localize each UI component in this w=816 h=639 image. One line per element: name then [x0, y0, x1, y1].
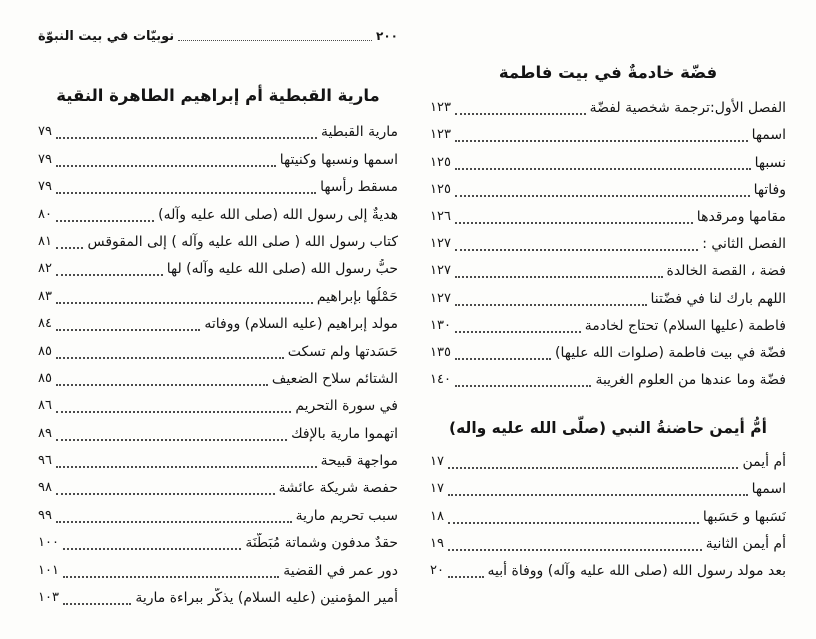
toc-entry-row	[38, 390, 398, 417]
toc-entry-page-number: ١٢٧	[430, 263, 451, 279]
toc-entry-row	[430, 337, 786, 364]
toc-entry-row	[38, 554, 398, 581]
toc-entry-page-number: ٨٥	[38, 370, 52, 386]
dotted-leader	[56, 164, 276, 167]
dotted-leader	[455, 357, 551, 360]
toc-entry-row	[430, 92, 786, 119]
toc-entry-row	[38, 499, 398, 526]
toc-entry-title: اسمها ونسبها وكنيتها	[279, 151, 398, 168]
dotted-leader	[56, 191, 316, 194]
dotted-leader	[63, 602, 131, 605]
dotted-leader	[455, 194, 750, 197]
dotted-leader	[455, 139, 748, 142]
toc-entry-page-number: ١٧	[430, 481, 444, 497]
right-toc-sections	[430, 62, 786, 582]
toc-entry-title: أم أيمن الثانية	[705, 535, 786, 552]
toc-entry-page-number: ١٠١	[38, 562, 59, 578]
dotted-leader	[448, 521, 699, 524]
dotted-leader	[455, 330, 581, 333]
dotted-leader	[455, 303, 647, 306]
toc-entry-page-number: ١٢٥	[430, 181, 451, 197]
dotted-leader	[56, 136, 317, 139]
toc-entry-page-number: ١٨	[430, 508, 444, 524]
toc-entry-row	[38, 363, 398, 390]
toc-entry-page-number: ٩٨	[38, 480, 52, 496]
dotted-leader	[448, 548, 702, 551]
toc-list	[430, 92, 786, 391]
toc-entry-row	[38, 143, 398, 170]
toc-entry-row	[38, 198, 398, 225]
toc-entry-title: وفاتها	[753, 181, 786, 198]
toc-entry-row	[430, 310, 786, 337]
dotted-leader	[56, 438, 287, 441]
toc-list	[430, 446, 786, 582]
right-section-heading: أمُّ أيمن حاضنةُ النبي (صلّى الله عليه واله)	[449, 419, 767, 438]
toc-entry-row	[430, 528, 786, 555]
toc-entry-row	[430, 473, 786, 500]
toc-entry-title: اتهموا مارية بالإفك	[291, 425, 398, 442]
toc-entry-title: اسمها	[751, 481, 786, 498]
toc-entry-page-number: ١٩	[430, 535, 444, 551]
toc-entry-row	[38, 171, 398, 198]
toc-entry-row	[430, 364, 786, 391]
dotted-leader	[56, 301, 313, 304]
toc-entry-title: هديةٌ إلى رسول الله (صلى الله عليه وآله)	[158, 206, 398, 223]
toc-section	[430, 417, 786, 582]
toc-entry-row	[38, 116, 398, 143]
toc-entry-title: حفصة شريكة عائشة	[278, 480, 398, 497]
toc-entry-title: مسقط رأسها	[320, 179, 398, 196]
dotted-leader	[56, 273, 163, 276]
dotted-leader	[448, 575, 484, 578]
toc-entry-title: اللهم بارك لنا في فضّتنا	[650, 290, 786, 307]
toc-entry-title: فضّة في بيت فاطمة (صلوات الله عليها)	[555, 344, 786, 361]
dotted-leader	[56, 356, 284, 359]
toc-entry-title: فضّة وما عندها من العلوم الغريبة	[595, 372, 786, 389]
page-left	[38, 24, 398, 609]
toc-entry-page-number: ١٣٠	[430, 317, 451, 333]
toc-entry-page-number: ٢٠	[430, 563, 444, 578]
toc-entry-page-number: ٨٦	[38, 398, 52, 414]
dotted-leader	[455, 275, 663, 278]
toc-entry-page-number: ٨٥	[38, 343, 52, 359]
page-right	[430, 62, 786, 582]
toc-entry-page-number: ٩٩	[38, 507, 52, 523]
toc-entry-row	[430, 282, 786, 309]
toc-entry-title: اسمها	[751, 127, 786, 144]
toc-entry-row	[38, 253, 398, 280]
toc-entry-row	[430, 146, 786, 173]
toc-entry-row	[430, 228, 786, 255]
toc-entry-row	[38, 472, 398, 499]
toc-entry-page-number: ١٢٧	[430, 290, 451, 306]
toc-entry-row	[38, 445, 398, 472]
toc-entry-page-number: ٩٦	[38, 453, 52, 469]
toc-entry-row	[38, 527, 398, 554]
dotted-leader	[56, 246, 84, 249]
toc-entry-row	[430, 446, 786, 473]
toc-entry-row	[38, 226, 398, 253]
toc-entry-page-number: ١٢٥	[430, 154, 451, 170]
toc-section	[430, 62, 786, 391]
toc-entry-title: كتاب رسول الله ( صلى الله عليه وآله ) إلى المقوقس	[87, 233, 398, 250]
toc-entry-page-number: ١٧	[430, 454, 444, 470]
dotted-leader	[56, 520, 292, 523]
dotted-leader	[56, 328, 200, 331]
toc-entry-row	[430, 201, 786, 228]
toc-entry-page-number: ١٠٠	[38, 535, 59, 551]
toc-entry-page-number: ٧٩	[38, 151, 52, 167]
dotted-leader	[56, 465, 317, 468]
toc-entry-title: الفصل الأول:ترجمة شخصية لفضّة	[589, 100, 786, 117]
toc-entry-title: حبُّ رسول الله (صلى الله عليه وآله) لها	[166, 261, 398, 278]
dotted-leader	[448, 466, 738, 469]
toc-entry-row	[430, 255, 786, 282]
toc-entry-row	[38, 417, 398, 444]
toc-entry-page-number: ٨٠	[38, 206, 52, 222]
toc-entry-page-number: ٨٢	[38, 261, 52, 277]
toc-entry-row	[38, 280, 398, 307]
toc-entry-page-number: ٧٩	[38, 179, 52, 195]
running-header-book-title: نوبيّات في بيت النبوّة	[38, 29, 175, 44]
running-header-page-number: ٢٠٠	[376, 29, 398, 43]
toc-entry-row	[430, 555, 786, 582]
dotted-leader	[56, 410, 291, 413]
dotted-leader	[63, 575, 279, 578]
toc-entry-page-number: ١٢٧	[430, 236, 451, 252]
right-section-heading: فضّة خادمةٌ في بيت فاطمة	[498, 63, 718, 82]
toc-entry-page-number: ١٤٠	[430, 372, 451, 388]
dotted-leader	[56, 492, 275, 495]
dotted-leader	[63, 547, 241, 550]
toc-entry-page-number: ١٢٣	[430, 100, 451, 116]
toc-entry-row	[430, 174, 786, 201]
toc-entry-title: فاطمة (عليها السلام) تحتاج لخادمة	[584, 317, 786, 334]
toc-entry-title: حَمْلُها بإبراهيم	[316, 288, 398, 305]
toc-entry-page-number: ١٣٥	[430, 344, 451, 360]
toc-entry-title: فضة ، القصة الخالدة	[666, 263, 786, 280]
toc-entry-title: مارية القبطية	[320, 124, 398, 141]
toc-entry-title: الفصل الثاني :	[702, 236, 786, 253]
toc-entry-row	[430, 119, 786, 146]
toc-entry-page-number: ١٢٦	[430, 208, 451, 224]
dotted-leader	[455, 167, 751, 170]
dotted-leader	[455, 248, 698, 251]
toc-entry-title: في سورة التحريم	[295, 398, 398, 415]
dotted-leader	[448, 493, 748, 496]
toc-entry-title: بعد مولد رسول الله (صلى الله عليه وآله) ووفاة أبيه	[487, 563, 786, 579]
toc-entry-title: نسبها	[754, 154, 786, 171]
toc-entry-title: دور عمر في القضية	[283, 562, 398, 579]
running-header	[38, 24, 398, 44]
toc-entry-page-number: ٨١	[38, 233, 52, 249]
toc-entry-row	[38, 335, 398, 362]
toc-entry-row	[38, 582, 398, 609]
toc-entry-page-number: ٧٩	[38, 124, 52, 140]
toc-entry-title: الشتائم سلاح الضعيف	[271, 370, 398, 387]
toc-entry-page-number: ٨٤	[38, 316, 52, 332]
running-header-dotted-leader	[178, 39, 372, 41]
dotted-leader	[455, 221, 693, 224]
toc-entry-row	[38, 308, 398, 335]
toc-entry-title: نَسَبها و حَسَبها	[702, 508, 786, 525]
dotted-leader	[455, 112, 586, 115]
dotted-leader	[455, 384, 591, 387]
toc-entry-page-number: ١٠٣	[38, 590, 59, 606]
toc-entry-page-number: ٨٣	[38, 288, 52, 304]
toc-entry-page-number: ٨٩	[38, 425, 52, 441]
toc-entry-title: مقامها ومرقدها	[696, 208, 786, 225]
toc-entry-title: أمير المؤمنين (عليه السلام) يذكّر ببراءة مارية	[135, 590, 398, 607]
left-toc-list	[38, 116, 398, 609]
toc-entry-title: سبب تحريم مارية	[295, 507, 398, 524]
dotted-leader	[56, 219, 154, 222]
dotted-leader	[56, 383, 268, 386]
toc-entry-title: مولد إبراهيم (عليه السلام) ووفاته	[204, 316, 398, 333]
toc-entry-title: أم أيمن	[742, 454, 786, 471]
toc-entry-title: حقدٌ مدفون وشماتة مُبَطّنَة	[245, 535, 398, 552]
toc-entry-row	[430, 500, 786, 527]
toc-entry-page-number: ١٢٣	[430, 127, 451, 143]
left-section-heading: مارية القبطية أم إبراهيم الطاهرة النقية	[56, 86, 380, 105]
toc-entry-title: مواجهة قبيحة	[320, 453, 398, 470]
toc-entry-title: حَسَدتها ولم تسكت	[287, 343, 398, 360]
